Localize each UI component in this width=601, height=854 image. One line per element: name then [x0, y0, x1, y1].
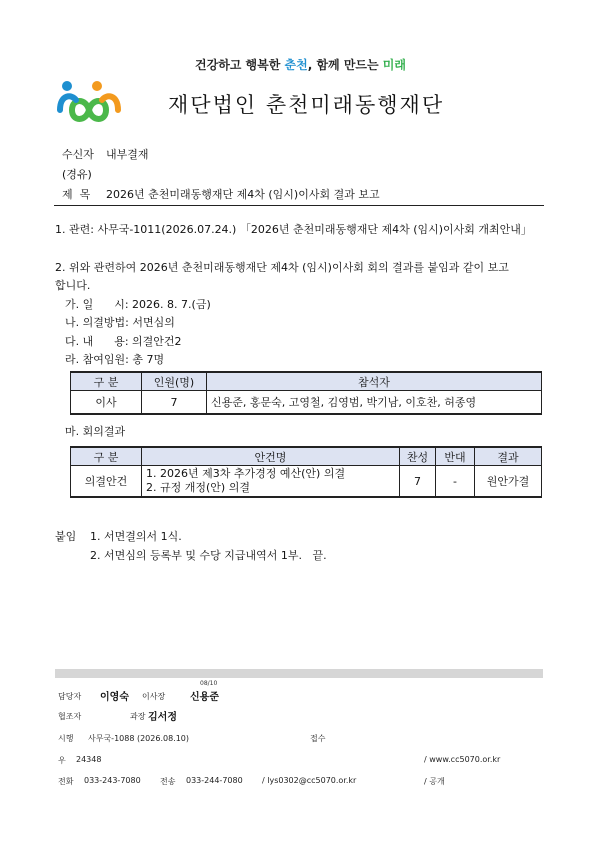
- attachment-item-2: 2. 서면심의 등록부 및 수당 지급내역서 1부. 끝.: [90, 549, 327, 562]
- enforce-label: 시행: [58, 734, 74, 743]
- chair-label: 이사장: [142, 692, 166, 701]
- table-row: [71, 466, 542, 498]
- sub-members: 라. 참여임원: 총 7명: [65, 353, 165, 366]
- sub-content: 다. 내 용: 의결안건2: [65, 335, 182, 348]
- cell-category: 의결안건: [71, 466, 142, 498]
- cell-against: -: [436, 466, 475, 498]
- sub-method: 나. 의결방법: 서면심의: [65, 316, 175, 329]
- cell-agenda: [142, 466, 400, 498]
- slogan-future: 미래: [382, 58, 406, 72]
- website: / www.cc5070.or.kr: [424, 755, 501, 764]
- sub-results: 마. 회의결과: [65, 425, 126, 438]
- enforce-number: 사무국-1088 (2026.08.10): [88, 734, 190, 743]
- drafter-name: 이영숙: [100, 692, 129, 703]
- result-table: [70, 446, 542, 498]
- chair-name: 신용준: [190, 692, 219, 703]
- agenda-item-1: 1. 2026년 제3차 추가경정 예산(안) 의결: [146, 467, 346, 480]
- attendance-table: [70, 371, 542, 415]
- col-attendees: 참석자: [207, 372, 542, 391]
- recipient-label: 수신자: [62, 148, 94, 161]
- table-row: [71, 391, 542, 415]
- subject-label: 제 목: [62, 188, 91, 201]
- col-agenda: 안건명: [142, 447, 400, 466]
- subject-divider: [54, 205, 544, 206]
- cell-count: 7: [142, 391, 207, 415]
- slogan-pre: 건강하고 행복한: [195, 58, 285, 72]
- slogan: [0, 56, 601, 73]
- col-against: 반대: [436, 447, 475, 466]
- recipient: 내부결재: [106, 148, 149, 161]
- item-2-line-1: 2. 위와 관련하여 2026년 춘천미래동행재단 제4차 (임시)이사회 회의 결과를 붙임과 같이 보고: [55, 261, 509, 274]
- cell-attendees: 신용준, 홍문숙, 고영철, 김영범, 박기남, 이호찬, 허종영: [207, 391, 542, 415]
- col-count: 인원(명): [142, 372, 207, 391]
- table-header-row: [71, 372, 542, 391]
- postal-label: 우: [58, 756, 66, 765]
- subject: 2026년 춘천미래동행재단 제4차 (임시)이사회 결과 보고: [106, 188, 380, 201]
- drafter-label: 담당자: [58, 692, 82, 701]
- attachment-item-1: 1. 서면결의서 1식.: [90, 530, 182, 543]
- col-for: 찬성: [400, 447, 436, 466]
- item-1: 1. 관련: 사무국-1011(2026.07.24.) 「2026년 춘천미래동행재단 제4차 (임시)이사회 개최안내」: [55, 223, 532, 236]
- slogan-chuncheon: 춘천: [284, 58, 308, 72]
- receipt-label: 접수: [310, 734, 326, 743]
- phone-label: 전화: [58, 777, 74, 786]
- coop-name: 김서정: [148, 712, 177, 723]
- phone-number: 033-243-7080: [84, 776, 141, 785]
- attachment-label: 붙임: [55, 530, 77, 543]
- slogan-mid: , 함께 만드는: [307, 58, 383, 72]
- footer-divider-bar: [55, 669, 543, 678]
- fax-number: 033-244-7080: [186, 776, 243, 785]
- col-category: 구 분: [71, 372, 142, 391]
- item-2-line-2: 합니다.: [55, 279, 91, 292]
- disclosure: / 공개: [424, 777, 445, 786]
- cell-category: 이사: [71, 391, 142, 415]
- table-header-row: [71, 447, 542, 466]
- col-category: 구 분: [71, 447, 142, 466]
- email: / lys0302@cc5070.or.kr: [262, 776, 357, 785]
- agenda-item-2: 2. 규정 개정(안) 의결: [146, 481, 250, 494]
- approval-date: 08/10: [200, 680, 218, 687]
- cell-result: 원안가결: [475, 466, 542, 498]
- via: (경유): [62, 168, 92, 181]
- coop-label: 협조자: [58, 712, 82, 721]
- col-result: 결과: [475, 447, 542, 466]
- coop-title: 과장: [130, 712, 146, 721]
- cell-for: 7: [400, 466, 436, 498]
- org-name: 재단법인 춘천미래동행재단: [168, 93, 445, 117]
- sub-date: 가. 일 시: 2026. 8. 7.(금): [65, 298, 211, 311]
- foundation-logo-icon: [56, 78, 122, 128]
- postal-code: 24348: [76, 755, 102, 764]
- fax-label: 전송: [160, 777, 176, 786]
